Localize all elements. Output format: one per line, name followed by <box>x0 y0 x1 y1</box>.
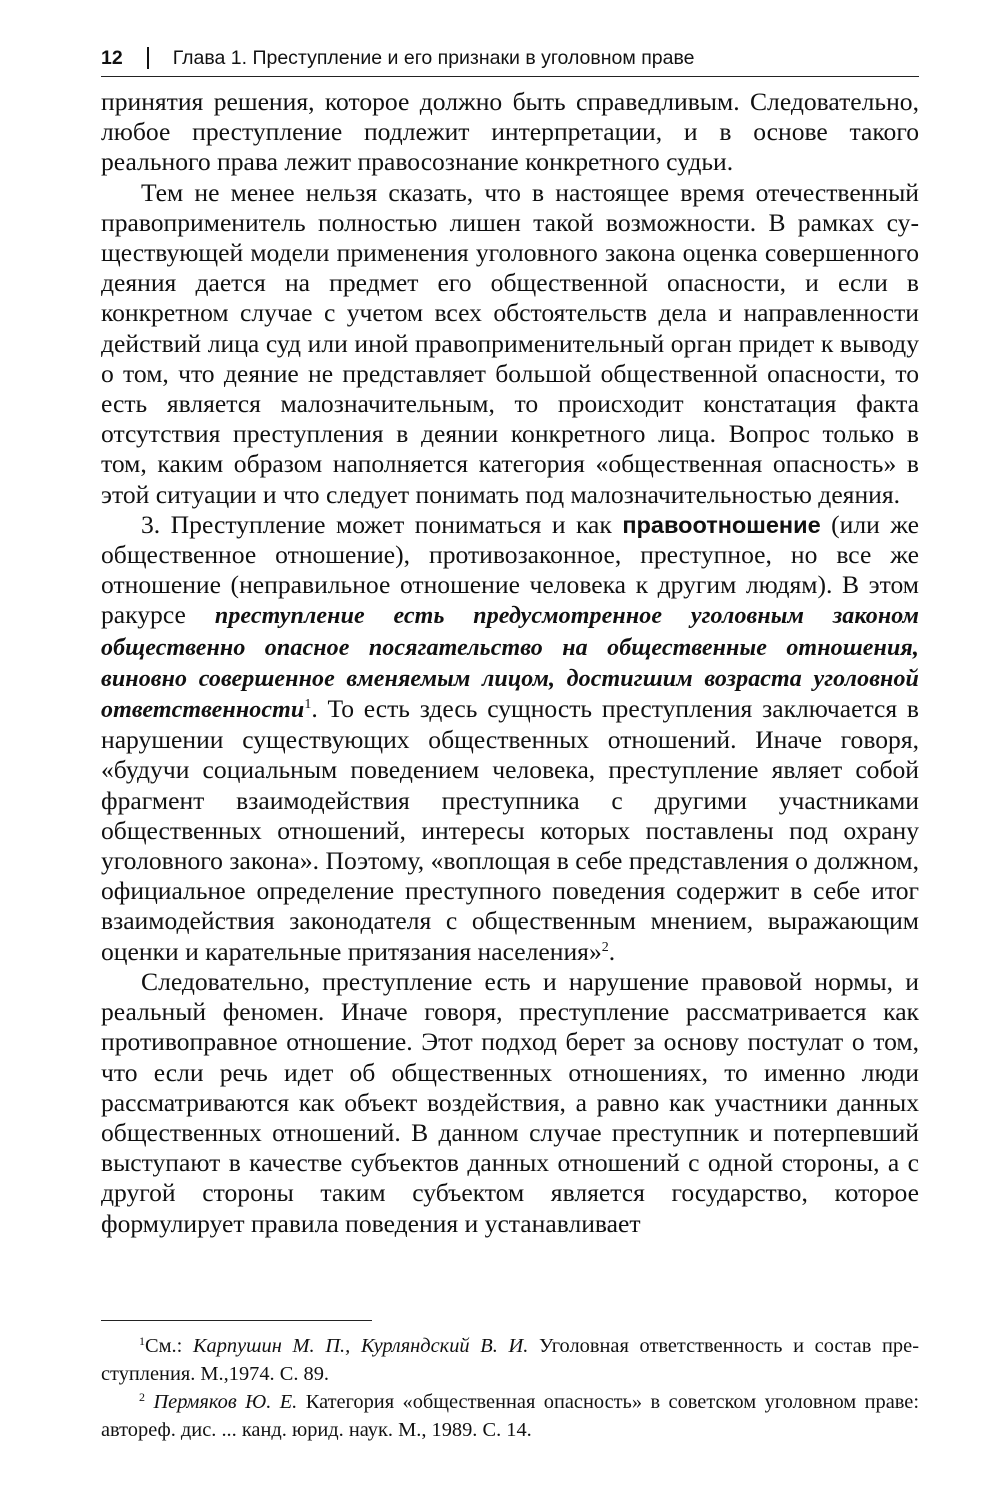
footnote-ref-2: 2 <box>601 939 609 955</box>
footnote-1-authors: Карпушин М. П., Курляндский В. И. <box>192 1335 529 1357</box>
footnote-2 <box>101 1388 919 1444</box>
footnote-2-mark: 2 <box>139 1390 145 1404</box>
header-rule <box>101 76 919 77</box>
footnote-1-mark: 1 <box>139 1334 145 1348</box>
paragraph-1: принятия решения, которое должно быть справедливым. Следовательно, любое преступление подлежит интерпретации, и в основе такого реального права лежит правосознание конкретного судьи. <box>101 87 919 177</box>
paragraph-3-after-term: (или же общественное отношение), противозаконное, преступное, но все же отношение (неправильное отношение человека к другим людям). В этом ракурсе <box>101 509 919 630</box>
footnote-1-text: Уголовная ответственность и состав преступления. М.,1974. С. 89. <box>101 1335 919 1385</box>
footnote-2-text: Категория «общественная опасность» в советском уголовном праве: автореф. дис. ... канд. юрид. наук. М., 1989. С. 14. <box>101 1391 919 1441</box>
paragraph-3-lead: Преступление может пониматься и как <box>160 509 623 539</box>
chapter-title: Глава 1. Преступление и его признаки в уголовном праве <box>172 46 695 69</box>
footnote-1 <box>101 1332 919 1388</box>
header-separator <box>147 47 149 69</box>
footnote-2-author: Пермяков Ю. Е. <box>153 1391 298 1413</box>
footnotes <box>101 1332 919 1444</box>
term-legal-relationship: правоотношение <box>622 511 821 538</box>
body-text <box>101 87 919 1239</box>
page-number: 12 <box>101 46 123 69</box>
footnote-rule <box>101 1320 372 1321</box>
footnote-1-prefix: См.: <box>145 1335 193 1357</box>
crime-definition: преступление есть предусмотренное уголовным законом общественно опасное посягательство на общественные отношения, виновно совершенное вменяемым лицом, достигшим возраста уголовной ответственности <box>101 603 919 724</box>
paragraph-3-end: . <box>608 936 616 966</box>
paragraph-2: Тем не менее нельзя сказать, что в настоящее время отечественный правоприменитель полностью лишен такой возможности. В рамках существующей модели применения уголовного закона оценка совершенного деяния дается на предмет его общественной опасности, и если в конкретном случае с учетом всех обстоятельств дела и направленности действий лица суд или иной правоприменительный орган придет к выводу о том, что деяние не представляет большой общественной опасности, то есть является малозначительным, то происходит констатация факта отсутствия преступления в деянии конкретного лица. Вопрос только в том, каким образом наполняется категория «общественная опасность» в этой ситуации и что следует понимать под малозначительностью деяния. <box>101 177 919 509</box>
running-header <box>101 40 919 76</box>
paragraph-3 <box>101 510 919 967</box>
paragraph-number: 3. <box>141 509 161 539</box>
paragraph-4: Следовательно, преступление есть и нарушение правовой нормы, и реальный феномен. Иначе говоря, преступление рассматривается как противоправное отношение. Этот подход берет за основу постулат о том, что если речь идет об общественных отношениях, то именно люди рассматриваются как объект воздействия, а равно как участники данных общественных отношений. В данном случае преступник и потерпевший выступают в качестве субъектов данных отношений с одной стороны, а с другой стороны таким субъектом является государство, которое формулирует правила поведения и устанавливает <box>101 966 919 1238</box>
paragraph-3-rest: . То есть здесь сущность преступления заключается в нарушении существующих общественных отношений. Иначе говоря, «будучи социальным поведением человека, преступление являет собой фрагмент взаимодействия преступника с другими участниками общественных отношений, интересы которых поставлены под охрану уголовного закона». Поэтому, «воплощая в себе представления о должном, официальное определение преступного поведения содержит в себе итог взаимодействия законодателя с общественным мнением, выражающим оценки и карательные притязания населения» <box>101 694 919 966</box>
footnote-ref-1: 1 <box>304 697 312 713</box>
